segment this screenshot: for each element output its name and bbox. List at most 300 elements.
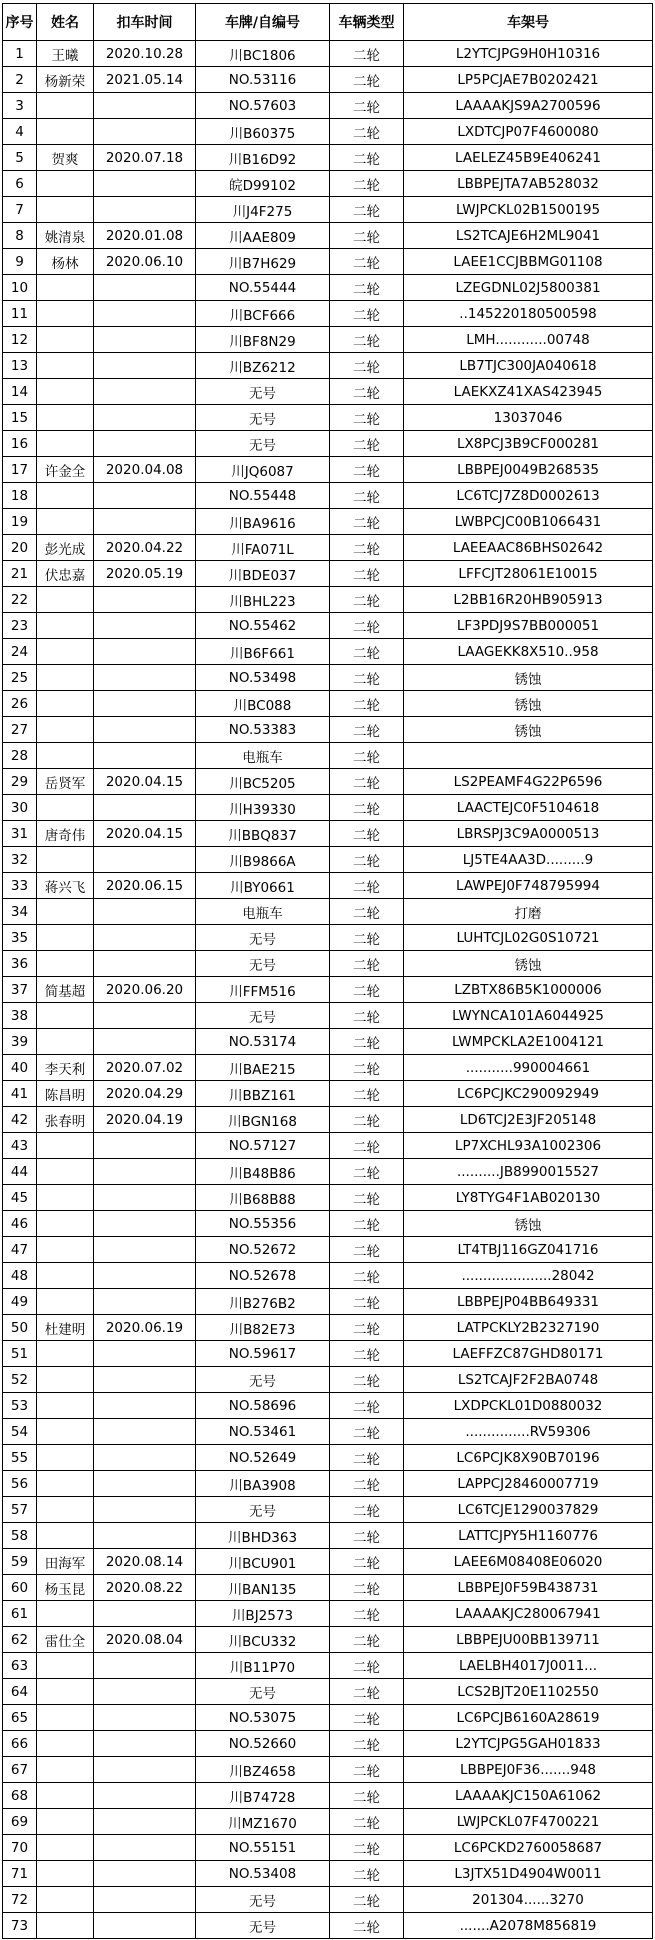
cell-date xyxy=(94,1497,196,1523)
table-row xyxy=(3,1133,653,1159)
cell-type: 二轮 xyxy=(330,769,404,795)
cell-no: 43 xyxy=(3,1133,37,1159)
cell-name xyxy=(37,613,94,639)
cell-no: 10 xyxy=(3,275,37,301)
cell-vin: ...........990004661 xyxy=(404,1055,653,1081)
cell-plate: 川FFM516 xyxy=(196,977,330,1003)
cell-plate: 川B6F661 xyxy=(196,639,330,665)
cell-vin: 打磨 xyxy=(404,899,653,925)
cell-no: 24 xyxy=(3,639,37,665)
header-date: 扣车时间 xyxy=(94,4,196,41)
cell-type: 二轮 xyxy=(330,1367,404,1393)
cell-type: 二轮 xyxy=(330,457,404,483)
table-row xyxy=(3,1289,653,1315)
cell-vin: LAACTEJC0F5104618 xyxy=(404,795,653,821)
cell-date xyxy=(94,1159,196,1185)
cell-date xyxy=(94,327,196,353)
cell-type: 二轮 xyxy=(330,171,404,197)
cell-plate: 川BBZ161 xyxy=(196,1081,330,1107)
cell-type: 二轮 xyxy=(330,1211,404,1237)
cell-no: 4 xyxy=(3,119,37,145)
table-row xyxy=(3,249,653,275)
cell-date xyxy=(94,483,196,509)
cell-plate: 川BHD363 xyxy=(196,1523,330,1549)
cell-name xyxy=(37,1471,94,1497)
table-row xyxy=(3,1185,653,1211)
cell-name xyxy=(37,639,94,665)
table-row xyxy=(3,145,653,171)
table-row xyxy=(3,405,653,431)
cell-no: 23 xyxy=(3,613,37,639)
cell-vin: LAELBH4017J0011... xyxy=(404,1653,653,1679)
cell-vin: LF3PDJ9S7BB000051 xyxy=(404,613,653,639)
cell-plate: 川BZ4658 xyxy=(196,1757,330,1783)
cell-name xyxy=(37,1393,94,1419)
cell-date xyxy=(94,665,196,691)
cell-no: 56 xyxy=(3,1471,37,1497)
cell-date: 2020.04.19 xyxy=(94,1107,196,1133)
cell-vin xyxy=(404,743,653,769)
cell-name xyxy=(37,1887,94,1913)
table-row xyxy=(3,1887,653,1913)
cell-type: 二轮 xyxy=(330,743,404,769)
table-row xyxy=(3,1393,653,1419)
cell-date xyxy=(94,1237,196,1263)
cell-vin: LBBPEJ0F36.......948 xyxy=(404,1757,653,1783)
cell-type: 二轮 xyxy=(330,561,404,587)
cell-no: 62 xyxy=(3,1627,37,1653)
cell-type: 二轮 xyxy=(330,925,404,951)
table-row xyxy=(3,1731,653,1757)
cell-name xyxy=(37,1185,94,1211)
cell-no: 34 xyxy=(3,899,37,925)
table-row xyxy=(3,899,653,925)
cell-plate: 无号 xyxy=(196,1497,330,1523)
cell-no: 47 xyxy=(3,1237,37,1263)
cell-date xyxy=(94,1913,196,1939)
cell-name: 伏忠嘉 xyxy=(37,561,94,587)
cell-no: 26 xyxy=(3,691,37,717)
cell-plate: NO.55444 xyxy=(196,275,330,301)
cell-date xyxy=(94,951,196,977)
table-row xyxy=(3,275,653,301)
cell-vin: LP5PCJAE7B0202421 xyxy=(404,67,653,93)
cell-plate: NO.55151 xyxy=(196,1835,330,1861)
cell-plate: 无号 xyxy=(196,379,330,405)
table-row xyxy=(3,717,653,743)
cell-vin: LAWPEJ0F748795994 xyxy=(404,873,653,899)
cell-vin: LXDTCJP07F4600080 xyxy=(404,119,653,145)
table-row xyxy=(3,561,653,587)
cell-date xyxy=(94,795,196,821)
cell-type: 二轮 xyxy=(330,1315,404,1341)
cell-name xyxy=(37,1003,94,1029)
cell-vin: LWBPCJC00B1066431 xyxy=(404,509,653,535)
cell-date xyxy=(94,379,196,405)
cell-date: 2020.08.22 xyxy=(94,1575,196,1601)
cell-no: 31 xyxy=(3,821,37,847)
cell-vin: LB7TJC300JA040618 xyxy=(404,353,653,379)
cell-date xyxy=(94,1861,196,1887)
cell-name xyxy=(37,1783,94,1809)
cell-name xyxy=(37,1211,94,1237)
cell-date xyxy=(94,275,196,301)
cell-date: 2020.04.22 xyxy=(94,535,196,561)
cell-name xyxy=(37,1445,94,1471)
cell-date xyxy=(94,1783,196,1809)
cell-date xyxy=(94,119,196,145)
cell-vin: LMH............00748 xyxy=(404,327,653,353)
cell-type: 二轮 xyxy=(330,1263,404,1289)
table-row xyxy=(3,379,653,405)
cell-type: 二轮 xyxy=(330,1783,404,1809)
cell-vin: LWMPCKLA2E1004121 xyxy=(404,1029,653,1055)
cell-type: 二轮 xyxy=(330,431,404,457)
cell-vin: L2BB16R20HB905913 xyxy=(404,587,653,613)
cell-type: 二轮 xyxy=(330,795,404,821)
cell-plate: 无号 xyxy=(196,951,330,977)
cell-plate: 川JQ6087 xyxy=(196,457,330,483)
table-row xyxy=(3,873,653,899)
cell-type: 二轮 xyxy=(330,977,404,1003)
cell-type: 二轮 xyxy=(330,1029,404,1055)
cell-type: 二轮 xyxy=(330,223,404,249)
cell-no: 48 xyxy=(3,1263,37,1289)
cell-name xyxy=(37,899,94,925)
cell-name xyxy=(37,1523,94,1549)
cell-no: 14 xyxy=(3,379,37,405)
cell-vin: LT4TBJ116GZ041716 xyxy=(404,1237,653,1263)
cell-vin: LS2TCAJE6H2ML9041 xyxy=(404,223,653,249)
cell-type: 二轮 xyxy=(330,613,404,639)
cell-date: 2020.04.15 xyxy=(94,769,196,795)
cell-vin: LY8TYG4F1AB020130 xyxy=(404,1185,653,1211)
cell-plate: NO.53461 xyxy=(196,1419,330,1445)
cell-no: 5 xyxy=(3,145,37,171)
cell-date: 2020.04.29 xyxy=(94,1081,196,1107)
cell-vin: L2YTCJPG5GAH01833 xyxy=(404,1731,653,1757)
table-row xyxy=(3,1263,653,1289)
cell-date xyxy=(94,405,196,431)
cell-name xyxy=(37,275,94,301)
cell-no: 63 xyxy=(3,1653,37,1679)
cell-plate: 川J4F275 xyxy=(196,197,330,223)
cell-no: 61 xyxy=(3,1601,37,1627)
table-row xyxy=(3,1627,653,1653)
table-row xyxy=(3,1549,653,1575)
cell-date: 2020.10.28 xyxy=(94,41,196,67)
cell-vin: ..........JB8990015527 xyxy=(404,1159,653,1185)
cell-no: 28 xyxy=(3,743,37,769)
cell-type: 二轮 xyxy=(330,1055,404,1081)
cell-date xyxy=(94,1185,196,1211)
cell-vin: LAEE1CCJBBMG01108 xyxy=(404,249,653,275)
cell-no: 2 xyxy=(3,67,37,93)
table-row xyxy=(3,301,653,327)
cell-no: 20 xyxy=(3,535,37,561)
table-row xyxy=(3,457,653,483)
cell-date: 2020.04.08 xyxy=(94,457,196,483)
cell-date: 2020.06.10 xyxy=(94,249,196,275)
cell-vin: LBBPEJP04BB649331 xyxy=(404,1289,653,1315)
header-vin: 车架号 xyxy=(404,4,653,41)
cell-name xyxy=(37,1705,94,1731)
table-row xyxy=(3,1913,653,1939)
cell-name xyxy=(37,1913,94,1939)
cell-plate: 川BCU332 xyxy=(196,1627,330,1653)
table-row xyxy=(3,431,653,457)
cell-no: 69 xyxy=(3,1809,37,1835)
cell-vin: .......A2078M856819 xyxy=(404,1913,653,1939)
cell-no: 71 xyxy=(3,1861,37,1887)
cell-no: 72 xyxy=(3,1887,37,1913)
cell-type: 二轮 xyxy=(330,509,404,535)
cell-plate: NO.52678 xyxy=(196,1263,330,1289)
table-row xyxy=(3,1679,653,1705)
cell-vin: LS2TCAJF2F2BA0748 xyxy=(404,1367,653,1393)
cell-vin: LC6PCJB6160A28619 xyxy=(404,1705,653,1731)
cell-date xyxy=(94,1263,196,1289)
cell-type: 二轮 xyxy=(330,1107,404,1133)
cell-name: 姚清泉 xyxy=(37,223,94,249)
cell-plate: NO.57127 xyxy=(196,1133,330,1159)
header-no: 序号 xyxy=(3,4,37,41)
table-row xyxy=(3,327,653,353)
cell-no: 51 xyxy=(3,1341,37,1367)
cell-plate: 川B16D92 xyxy=(196,145,330,171)
table-row xyxy=(3,1757,653,1783)
cell-plate: 川B60375 xyxy=(196,119,330,145)
table-row xyxy=(3,1601,653,1627)
cell-vin: LAAAAKJS9A2700596 xyxy=(404,93,653,119)
cell-plate: NO.53498 xyxy=(196,665,330,691)
cell-date xyxy=(94,1419,196,1445)
cell-plate: NO.59617 xyxy=(196,1341,330,1367)
cell-date xyxy=(94,197,196,223)
cell-plate: 川BA9616 xyxy=(196,509,330,535)
cell-plate: NO.53174 xyxy=(196,1029,330,1055)
cell-name xyxy=(37,1809,94,1835)
cell-no: 46 xyxy=(3,1211,37,1237)
cell-no: 1 xyxy=(3,41,37,67)
header-type: 车辆类型 xyxy=(330,4,404,41)
cell-plate: 川B7H629 xyxy=(196,249,330,275)
cell-date xyxy=(94,1471,196,1497)
cell-date xyxy=(94,431,196,457)
cell-type: 二轮 xyxy=(330,93,404,119)
cell-type: 二轮 xyxy=(330,1003,404,1029)
cell-plate: 川B82E73 xyxy=(196,1315,330,1341)
cell-no: 50 xyxy=(3,1315,37,1341)
cell-plate: 川B68B88 xyxy=(196,1185,330,1211)
table-row xyxy=(3,1835,653,1861)
cell-plate: 无号 xyxy=(196,1679,330,1705)
cell-vin: LATPCKLY2B2327190 xyxy=(404,1315,653,1341)
cell-plate: NO.52672 xyxy=(196,1237,330,1263)
cell-name xyxy=(37,119,94,145)
cell-no: 70 xyxy=(3,1835,37,1861)
cell-no: 19 xyxy=(3,509,37,535)
cell-name xyxy=(37,665,94,691)
cell-name xyxy=(37,1601,94,1627)
cell-vin: LBBPEJ0F59B438731 xyxy=(404,1575,653,1601)
cell-name: 雷仕全 xyxy=(37,1627,94,1653)
cell-no: 33 xyxy=(3,873,37,899)
cell-plate: 无号 xyxy=(196,1367,330,1393)
cell-name xyxy=(37,327,94,353)
cell-no: 39 xyxy=(3,1029,37,1055)
cell-plate: 川BF8N29 xyxy=(196,327,330,353)
cell-type: 二轮 xyxy=(330,1523,404,1549)
cell-no: 22 xyxy=(3,587,37,613)
table-row xyxy=(3,483,653,509)
cell-type: 二轮 xyxy=(330,1653,404,1679)
cell-date xyxy=(94,1445,196,1471)
cell-vin: LC6PCKD2760058687 xyxy=(404,1835,653,1861)
cell-date xyxy=(94,171,196,197)
cell-date xyxy=(94,1835,196,1861)
table-row xyxy=(3,1783,653,1809)
cell-vin: LWJPCKL07F4700221 xyxy=(404,1809,653,1835)
cell-vin: LXDPCKL01D0880032 xyxy=(404,1393,653,1419)
table-row xyxy=(3,1653,653,1679)
cell-type: 二轮 xyxy=(330,1679,404,1705)
cell-date xyxy=(94,1757,196,1783)
cell-date xyxy=(94,1679,196,1705)
cell-no: 32 xyxy=(3,847,37,873)
cell-name xyxy=(37,1731,94,1757)
cell-type: 二轮 xyxy=(330,821,404,847)
cell-date: 2020.04.15 xyxy=(94,821,196,847)
cell-plate: 川BY0661 xyxy=(196,873,330,899)
cell-date xyxy=(94,613,196,639)
cell-no: 29 xyxy=(3,769,37,795)
cell-date xyxy=(94,1003,196,1029)
cell-date xyxy=(94,301,196,327)
cell-no: 59 xyxy=(3,1549,37,1575)
cell-plate: 川BDE037 xyxy=(196,561,330,587)
cell-type: 二轮 xyxy=(330,535,404,561)
cell-plate: 川BHL223 xyxy=(196,587,330,613)
cell-vin: LP7XCHL93A1002306 xyxy=(404,1133,653,1159)
cell-date xyxy=(94,509,196,535)
cell-name xyxy=(37,405,94,431)
cell-vin: LWYNCA101A6044925 xyxy=(404,1003,653,1029)
cell-plate: NO.58696 xyxy=(196,1393,330,1419)
cell-name: 杨林 xyxy=(37,249,94,275)
cell-plate: 无号 xyxy=(196,1913,330,1939)
table-row xyxy=(3,977,653,1003)
cell-no: 6 xyxy=(3,171,37,197)
cell-date xyxy=(94,1341,196,1367)
cell-date: 2020.06.20 xyxy=(94,977,196,1003)
cell-type: 二轮 xyxy=(330,379,404,405)
cell-vin: LCS2BJT20E1102550 xyxy=(404,1679,653,1705)
cell-date: 2020.06.15 xyxy=(94,873,196,899)
cell-plate: 无号 xyxy=(196,1003,330,1029)
cell-no: 67 xyxy=(3,1757,37,1783)
cell-type: 二轮 xyxy=(330,1471,404,1497)
cell-vin: LC6TCJ7Z8D0002613 xyxy=(404,483,653,509)
cell-plate: NO.52649 xyxy=(196,1445,330,1471)
cell-plate: NO.53116 xyxy=(196,67,330,93)
cell-date xyxy=(94,1133,196,1159)
cell-vin: LZEGDNL02J5800381 xyxy=(404,275,653,301)
cell-type: 二轮 xyxy=(330,847,404,873)
cell-plate: 川FA071L xyxy=(196,535,330,561)
cell-vin: LFFCJT28061E10015 xyxy=(404,561,653,587)
table-row xyxy=(3,821,653,847)
cell-plate: 川BC088 xyxy=(196,691,330,717)
cell-name: 杨新荣 xyxy=(37,67,94,93)
cell-plate: 川B48B86 xyxy=(196,1159,330,1185)
cell-no: 12 xyxy=(3,327,37,353)
cell-type: 二轮 xyxy=(330,353,404,379)
table-row xyxy=(3,743,653,769)
cell-plate: 川B9866A xyxy=(196,847,330,873)
cell-name xyxy=(37,795,94,821)
table-body xyxy=(3,41,653,1939)
cell-type: 二轮 xyxy=(330,1445,404,1471)
cell-name: 唐奇伟 xyxy=(37,821,94,847)
table-row xyxy=(3,1523,653,1549)
cell-no: 65 xyxy=(3,1705,37,1731)
cell-type: 二轮 xyxy=(330,1419,404,1445)
cell-name: 岳贤军 xyxy=(37,769,94,795)
cell-no: 68 xyxy=(3,1783,37,1809)
cell-name xyxy=(37,743,94,769)
cell-type: 二轮 xyxy=(330,1341,404,1367)
cell-vin: 锈蚀 xyxy=(404,691,653,717)
cell-plate: NO.57603 xyxy=(196,93,330,119)
table-row xyxy=(3,665,653,691)
cell-no: 58 xyxy=(3,1523,37,1549)
cell-type: 二轮 xyxy=(330,717,404,743)
cell-no: 37 xyxy=(3,977,37,1003)
cell-name: 简基超 xyxy=(37,977,94,1003)
cell-vin: LBBPEJ0049B268535 xyxy=(404,457,653,483)
cell-type: 二轮 xyxy=(330,639,404,665)
cell-type: 二轮 xyxy=(330,1861,404,1887)
cell-name xyxy=(37,1159,94,1185)
table-row xyxy=(3,67,653,93)
cell-name: 许金全 xyxy=(37,457,94,483)
cell-date xyxy=(94,717,196,743)
table-row xyxy=(3,119,653,145)
cell-type: 二轮 xyxy=(330,873,404,899)
cell-vin: LBBPEJTA7AB528032 xyxy=(404,171,653,197)
cell-name: 彭光成 xyxy=(37,535,94,561)
cell-type: 二轮 xyxy=(330,1289,404,1315)
cell-name xyxy=(37,1419,94,1445)
cell-vin: LUHTCJL02G0S10721 xyxy=(404,925,653,951)
cell-no: 36 xyxy=(3,951,37,977)
table-row xyxy=(3,925,653,951)
cell-plate: NO.55356 xyxy=(196,1211,330,1237)
table-row xyxy=(3,1237,653,1263)
cell-date: 2020.06.19 xyxy=(94,1315,196,1341)
cell-date: 2020.07.02 xyxy=(94,1055,196,1081)
table-row xyxy=(3,1341,653,1367)
cell-name xyxy=(37,431,94,457)
cell-no: 64 xyxy=(3,1679,37,1705)
cell-no: 13 xyxy=(3,353,37,379)
cell-no: 49 xyxy=(3,1289,37,1315)
cell-no: 15 xyxy=(3,405,37,431)
cell-name xyxy=(37,1289,94,1315)
cell-type: 二轮 xyxy=(330,249,404,275)
cell-plate: 川BJ2573 xyxy=(196,1601,330,1627)
